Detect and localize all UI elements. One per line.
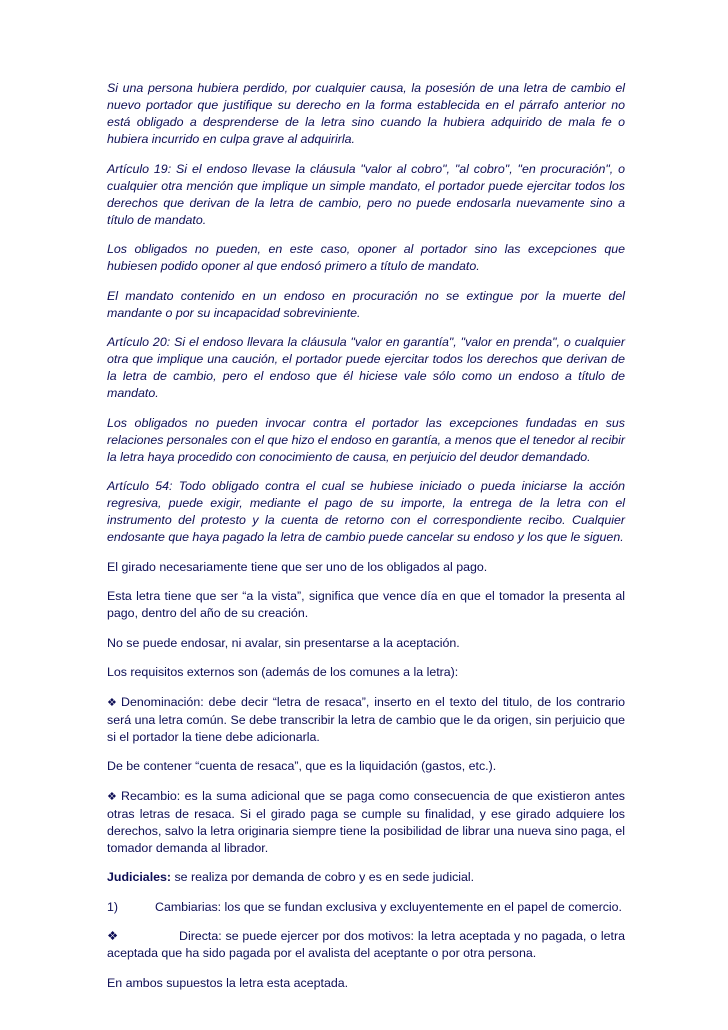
article-54-paragraph: Artículo 54: Todo obligado contra el cual se hubiese iniciado o pueda iniciarse la acción regresiva, puede exigir, mediante el pago de su importe, la entrega de la letra con el instrumento del protesto y la cuenta de retorno con el correspondiente recibo. Cualquier endosante que haya pagado la letra de cambio puede cancelar su endoso y los que le siguen. (107, 479, 625, 544)
judiciales-text: se realiza por demanda de cobro y es en sede judicial. (171, 870, 475, 884)
paragraph-10: No se puede endosar, ni avalar, sin presentarse a la aceptación. (107, 635, 460, 650)
bullet-denominacion (107, 694, 625, 746)
paragraph-11: Los requisitos externos son (además de los comunes a la letra): (107, 665, 459, 679)
diamond-bullet-icon: ❖ (107, 790, 117, 803)
numbered-item-1 (107, 899, 625, 916)
item-number: 1) (107, 899, 119, 914)
bullet-directa (107, 928, 625, 962)
bullet-recambio (107, 788, 625, 857)
article-19-paragraph: Artículo 19: Si el endoso llevase la cláusula "valor al cobro", "al cobro", "en procuración", o cualquier otra mención que implique un simple mandato, el portador puede ejercitar todos los derechos que derivan de la letra de cambio, pero no puede endosarla nuevamente sino a título de mandato. (107, 161, 625, 227)
bullet-text: Directa: se puede ejercer por dos motivos: la letra aceptada y no pagada, o letra aceptada que ha sido pagada por el avalista del aceptante o por otra persona. (107, 929, 625, 960)
diamond-bullet-icon: ❖ (107, 696, 117, 709)
paragraph-6: Los obligados no pueden invocar contra el portador las excepciones fundadas en sus relaciones personales con el que hizo el endoso en garantía, a menos que el tenedor al recibir la letra haya procedido con conocimiento de causa, en perjuicio del deudor demandado. (107, 415, 625, 464)
judiciales-label: Judiciales: (107, 870, 172, 884)
paragraph-18: En ambos supuestos la letra esta aceptada. (107, 975, 349, 990)
paragraph-judiciales (107, 869, 625, 886)
item-text: Cambiarias: los que se fundan exclusiva y excluyentemente en el papel de comercio. (155, 899, 622, 914)
paragraph-1: Si una persona hubiera perdido, por cualquier causa, la posesión de una letra de cambio el nuevo portador que justifique su derecho en la forma establecida en el párrafo anterior no está obligado a desprenderse de la letra sino cuando la hubiera adquirido de mala fe o hubiera incurrido en culpa grave al adquirirla. (107, 81, 625, 146)
article-20-paragraph: Artículo 20: Si el endoso llevara la cláusula "valor en garantía", "valor en prenda", o cualquier otra que implique una caución, el portador puede ejercitar todos los derechos que derivan de la letra de cambio, pero el endoso que él hiciese vale sólo como un endoso a título de mandato. (107, 335, 625, 400)
paragraph-4: El mandato contenido en un endoso en procuración no se extingue por la muerte del mandante o por su incapacidad sobreviniente. (107, 288, 625, 320)
diamond-bullet-icon: ❖ (107, 929, 119, 943)
paragraph-13: De be contener “cuenta de resaca”, que es la liquidación (gastos, etc.). (107, 759, 497, 773)
bullet-text: Recambio: es la suma adicional que se paga como consecuencia de que existieron antes otras letras de resaca. Si el girado paga se cumple su finalidad, y ese girado adquiere los derechos, salvo la letra originaria siempre tiene la posibilidad de librar una nueva sino paga, el tomador demanda al librador. (107, 788, 625, 855)
document-page (107, 80, 625, 1004)
paragraph-8: El girado necesariamente tiene que ser uno de los obligados al pago. (107, 559, 488, 574)
bullet-text: Denominación: debe decir “letra de resaca”, inserto en el texto del titulo, de los contrario será una letra común. Se debe transcribir la letra de cambio que le da origen, sin perjuicio que si el portador la tiene debe adicionarla. (107, 694, 625, 744)
paragraph-9: Esta letra tiene que ser “a la vista”, significa que vence día en que el tomador la presenta al pago, dentro del año de su creación. (107, 589, 625, 620)
paragraph-3: Los obligados no pueden, en este caso, oponer al portador sino las excepciones que hubiesen podido oponer al que endosó primero a título de mandato. (107, 242, 625, 273)
